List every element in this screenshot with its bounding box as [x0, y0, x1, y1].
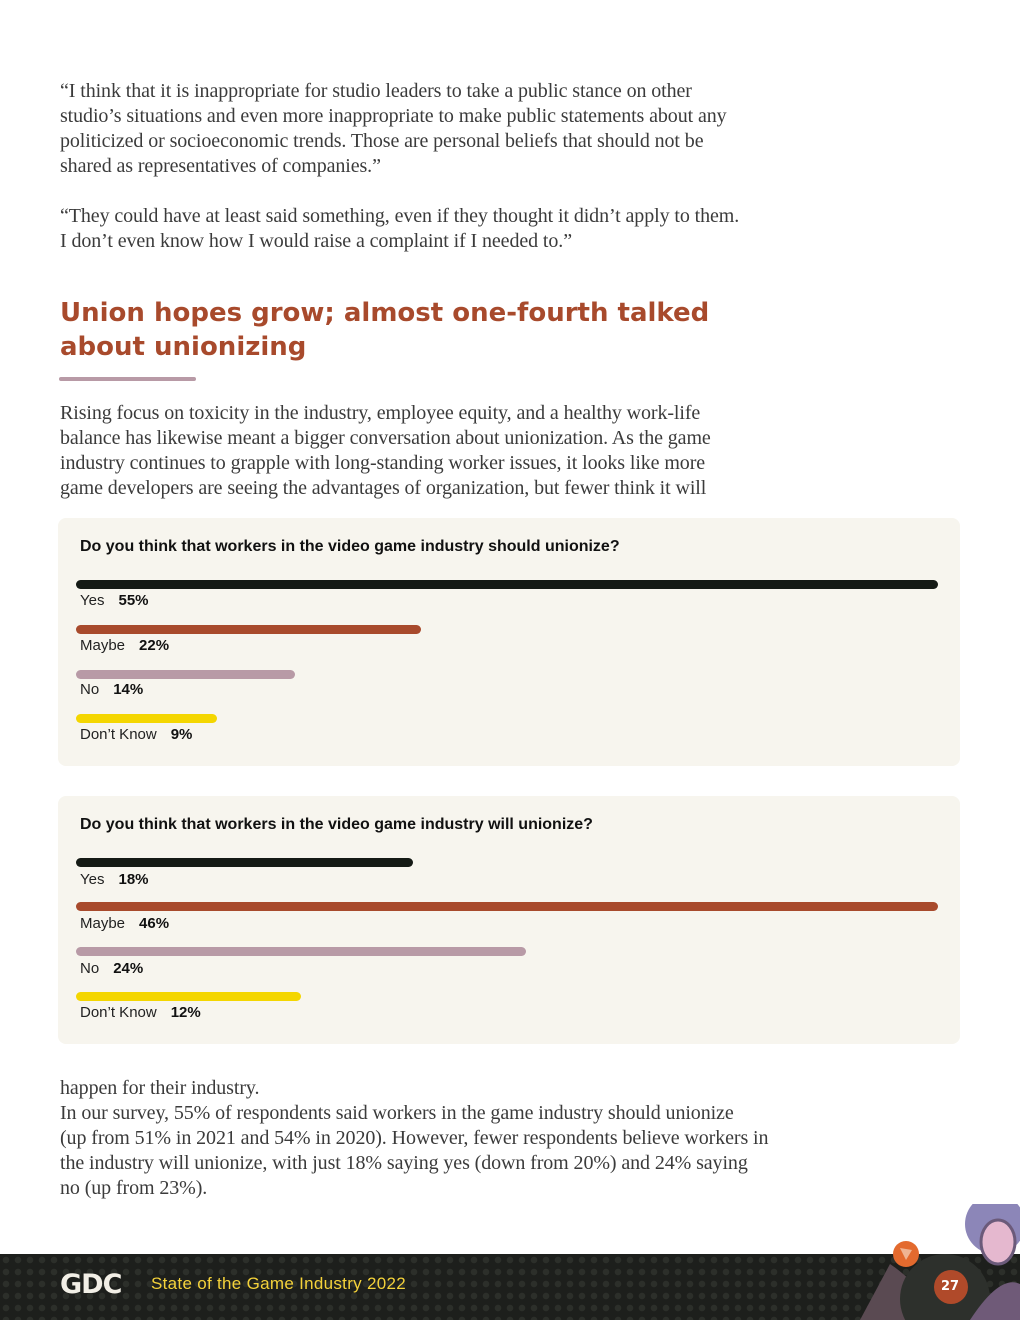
label-yes [80, 592, 149, 609]
category-label: Don’t Know [80, 726, 157, 743]
bar-dont-know [76, 992, 301, 1001]
page-number: 27 [940, 1279, 960, 1294]
chart-will-unionize [58, 796, 960, 1044]
label-maybe [80, 637, 169, 654]
label-no [80, 960, 143, 977]
heading-divider [59, 377, 196, 381]
chart-title: Do you think that workers in the video game industry will unionize? [80, 816, 593, 833]
closing-paragraph: happen for their industry. In our survey, 55% of respondents said workers in the game industry should unionize (up from 51% in 2021 and 54% in 2020). However, fewer respondents believe workers in the industry will unionize, with just 18% saying yes (down from 20%) and 24% saying no (up from 23%). [60, 1077, 769, 1199]
label-dont-know [80, 1004, 201, 1021]
bar-yes [76, 580, 938, 589]
category-label: No [80, 681, 100, 698]
value-label: 46% [139, 915, 170, 932]
label-yes [80, 871, 149, 888]
decorative-shapes [850, 1204, 1020, 1320]
value-label: 9% [170, 726, 193, 743]
value-label: 22% [139, 637, 170, 654]
value-label: 24% [113, 960, 144, 977]
value-label: 55% [118, 592, 149, 609]
bar-dont-know [76, 714, 217, 723]
category-label: Maybe [80, 637, 126, 654]
bar-no [76, 670, 295, 679]
footer-title: State of the Game Industry 2022 [151, 1274, 407, 1293]
chart-title: Do you think that workers in the video game industry should unionize? [80, 538, 620, 555]
category-label: Don’t Know [80, 1004, 157, 1021]
value-label: 12% [170, 1004, 201, 1021]
category-label: Yes [80, 871, 105, 888]
section-heading: Union hopes grow; almost one-fourth talked about unionizing [60, 298, 710, 362]
intro-paragraph: Rising focus on toxicity in the industry, employee equity, and a healthy work-life balance has likewise meant a bigger conversation about unionization. As the game industry continues to grapple with long-standing worker issues, it looks like more game developers are seeing the advantages of organization, but fewer think it will [60, 402, 711, 499]
category-label: Maybe [80, 915, 126, 932]
bar-maybe [76, 625, 421, 634]
label-maybe [80, 915, 169, 932]
label-dont-know [80, 726, 192, 743]
bar-yes [76, 858, 413, 867]
bar-maybe [76, 902, 938, 911]
category-label: No [80, 960, 100, 977]
logo-text: GDC [60, 1269, 122, 1298]
bar-no [76, 947, 526, 956]
label-no [80, 681, 143, 698]
chart-should-unionize [58, 518, 960, 766]
quote-2: “They could have at least said something, even if they thought it didn’t apply to them. I don’t even know how I would raise a complaint if I needed to.” [60, 205, 740, 252]
category-label: Yes [80, 592, 105, 609]
page-footer [0, 1254, 1020, 1320]
gdc-logo [60, 1268, 136, 1298]
value-label: 14% [113, 681, 144, 698]
value-label: 18% [118, 871, 149, 888]
quote-1: “I think that it is inappropriate for studio leaders to take a public stance on other studio’s situations and even more inappropriate to make public statements about any politicized or socioeconomic trends. Those are personal beliefs that should not be shared as representatives of companies.” [60, 80, 727, 177]
